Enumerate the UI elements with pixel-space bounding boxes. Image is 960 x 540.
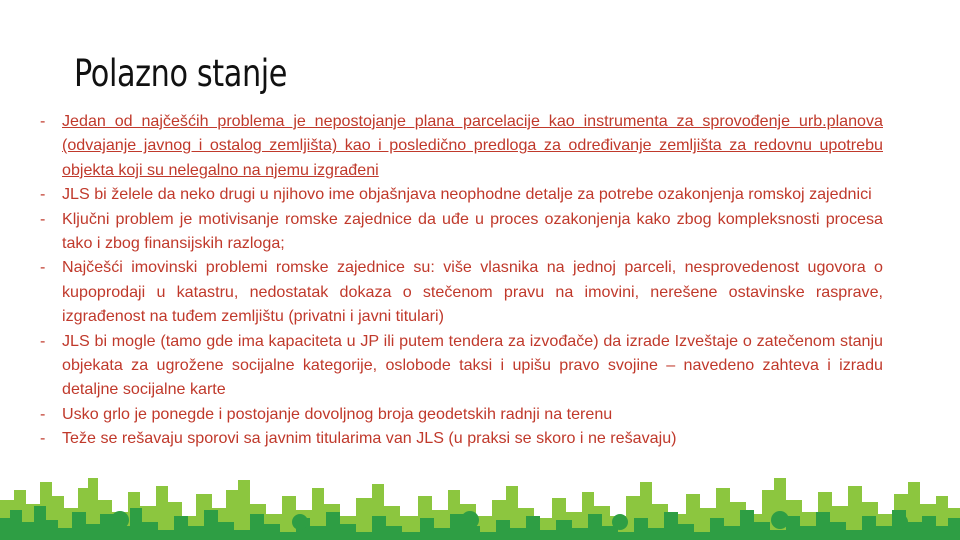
bullet-item (40, 255, 883, 328)
bullet-marker: - (40, 185, 46, 204)
bullet-item (40, 109, 883, 182)
bullet-text: Najčešći imovinski problemi romske zajednice su: više vlasnika na jednoj parceli, nesprovedenost ugovora o kupoprodaji u katastru, nedostatak dokaza o stečenom pravu na imovini, nerešene ostavinske rasprave, izgrađenost na tuđem zemljištu (privatni i javni titulari) (62, 258, 883, 326)
bullet-marker: - (40, 429, 46, 448)
slide-title: Polazno stanje (74, 52, 288, 95)
bullet-marker: - (40, 404, 46, 423)
bullet-text: JLS bi mogle (tamo gde ima kapaciteta u JP ili putem tendera za izvođače) da izrade Izveštaje o zatečenom stanju objekata za ugrožene socijalne kategorije, oslobode taksi i upišu pravo svojine – navedeno zahteva i izradu detaljne socijalne karte (62, 331, 883, 399)
bullet-text: JLS bi želele da neko drugi u njihovo ime objašnjava neophodne detalje za potrebe ozakonjenja romskoj zajednici (62, 185, 872, 204)
bullet-item (40, 426, 883, 450)
bullet-text: Ključni problem je motivisanje romske zajednice da uđe u proces ozakonjenja kako zbog kompleksnosti procesa tako i zbog finansijskih razloga; (62, 209, 883, 253)
bullet-text: Jedan od najčešćih problema je nepostojanje plana parcelacije kao instrumenta za sprovođenje urb.planova (odvajanje javnog i ostalog zemljišta) kao i posledično predloga za određivanje zemljišta za redovnu upotrebu objekta koji su nelegalno na njemu izgrađeni (62, 112, 883, 179)
bullet-marker: - (40, 112, 46, 130)
bullet-marker: - (40, 258, 46, 277)
bullet-item (40, 329, 883, 402)
bullet-item (40, 182, 883, 206)
bullet-item (40, 207, 883, 256)
bullet-text: Usko grlo je ponegde i postojanje dovoljnog broja geodetskih radnji na terenu (62, 404, 613, 423)
bullet-item (40, 402, 883, 426)
bullet-marker: - (40, 331, 46, 350)
bullet-marker: - (40, 209, 46, 228)
bullet-text: Teže se rešavaju sporovi sa javnim titularima van JLS (u praksi se skoro i ne rešavaju) (62, 429, 677, 448)
bullet-list (40, 109, 883, 451)
city-skyline-decoration (0, 460, 960, 540)
